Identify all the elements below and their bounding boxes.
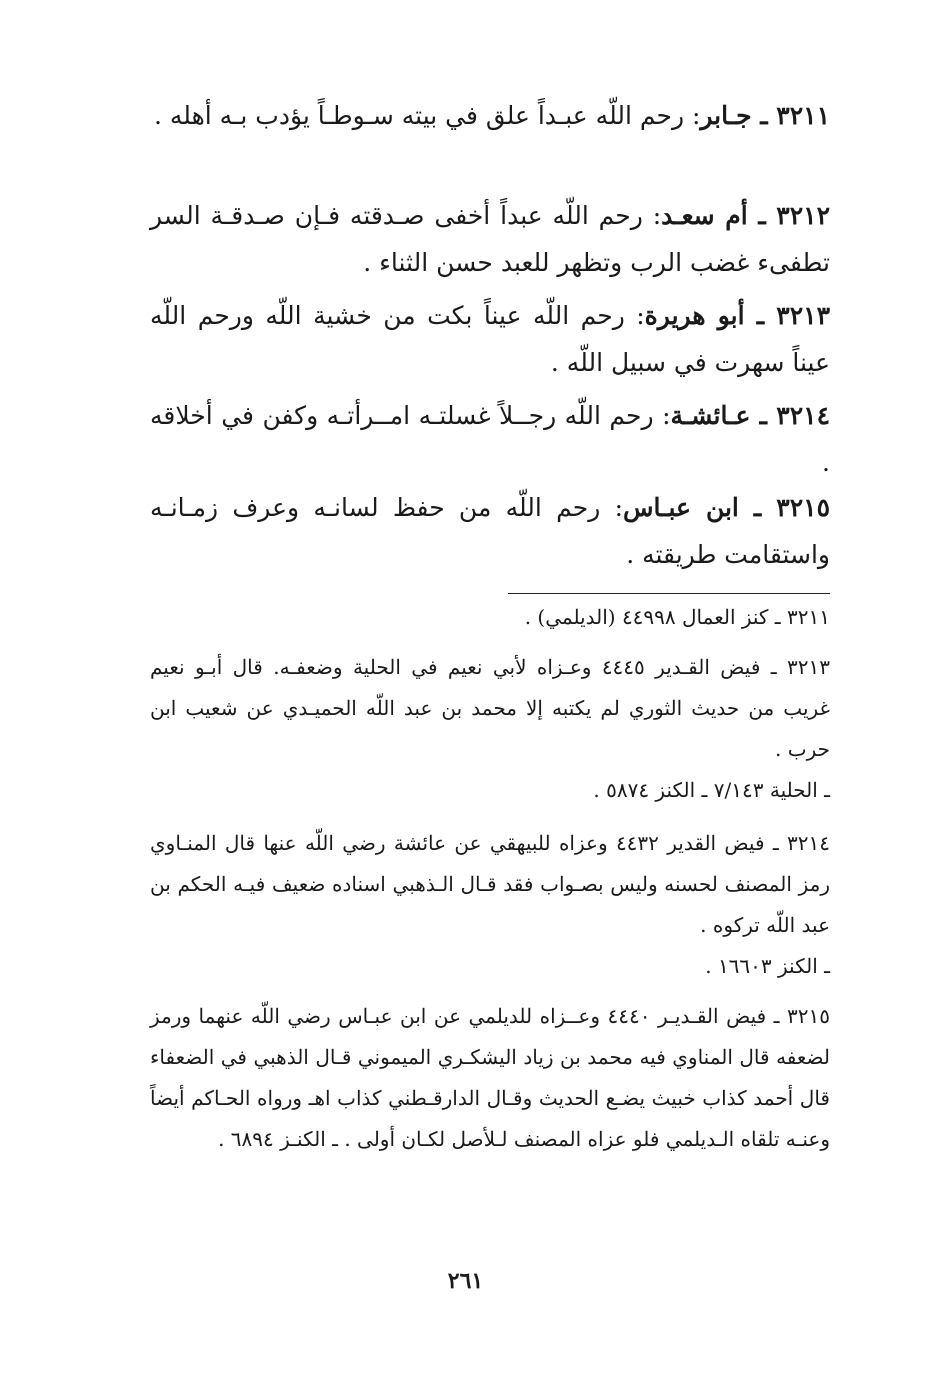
entry-number: ٣٢١٣ <box>776 301 830 330</box>
entry-text: : رحم اللّه عبـداً علق في بيته سـوطـاً يؤدب بـه أهله . <box>154 101 701 130</box>
footnote-reference: ـ الكنز ١٦٦٠٣ . <box>705 954 830 978</box>
footnote-3211 <box>150 597 830 638</box>
footnote-3214 <box>150 823 830 987</box>
entry-3215: ٣٢١٥ ـ ابن عبـاس: رحم اللّه من حفظ لسانـه وعرف زمـانـه واستقامت طريقته . <box>150 493 830 569</box>
footnote-text: ٣٢١٣ ـ فيض القـدير ٤٤٤٥ وعـزاه لأبي نعيم في الحلية وضعفـه. قال أبـو نعيم غريب من حديث الثوري لم يكتبه إلا محمد بن عبد اللّه الحميـدي عن شعيب ابن حرب . <box>150 655 830 761</box>
entry-text: : رحم اللّه من حفظ لسانـه وعرف زمـانـه واستقامت طريقته . <box>150 493 830 569</box>
narrator-name: أبو هريرة <box>644 301 745 330</box>
narrator-name: أم سعـد <box>661 201 748 230</box>
entry-3213: ٣٢١٣ ـ أبو هريرة: رحم اللّه عيناً بكت من خشية اللّه ورحم اللّه عيناً سهرت في سبيل اللّه . <box>150 301 830 377</box>
footnote-3213 <box>150 647 830 811</box>
narrator-name: ابن عبـاس <box>623 493 739 522</box>
narrator-name: عـائشـة <box>670 401 751 430</box>
footnote-divider <box>508 593 830 594</box>
entry-text: : رحم اللّه عبداً أخفى صـدقته فـإن صـدقـة السر تطفىء غضب الرب وتظهر للعبد حسن الثناء . <box>150 201 830 277</box>
entry-3211: ٣٢١١ ـ جـابر: رحم اللّه عبـداً علق في بيته سـوطـاً يؤدب بـه أهله . <box>154 101 830 130</box>
entry-number: ٣٢١٤ <box>776 401 830 430</box>
footnote-text: ٣٢١٤ ـ فيض القدير ٤٤٣٢ وعزاه للبيهقي عن عائشة رضي اللّه عنها قال المنـاوي رمز المصنف لحسنه وليس بصـواب فقد قـال الـذهبي اسناده ضعيف فيـه الحكم بن عبد اللّه تركوه . <box>150 831 830 937</box>
footnote-reference: ـ الحلية ٧/١٤٣ ـ الكنز ٥٨٧٤ . <box>593 778 830 802</box>
entry-3212: ٣٢١٢ ـ أم سعـد: رحم اللّه عبداً أخفى صـدقته فـإن صـدقـة السر تطفىء غضب الرب وتظهر للعبد حسن الثناء . <box>150 201 831 277</box>
entry-text: : رحم اللّه رجــلاً غسلتـه امــرأتـه وكفن في أخلاقه . <box>150 401 830 477</box>
entry-number: ٣٢١٢ <box>776 201 831 230</box>
entry-text: : رحم اللّه عيناً بكت من خشية اللّه ورحم اللّه عيناً سهرت في سبيل اللّه . <box>150 301 830 377</box>
page-number: ٢٦١ <box>447 1268 484 1294</box>
footnote-text: ٣٢١١ ـ كنز العمال ٤٤٩٩٨ (الديلمي) . <box>524 605 830 629</box>
entry-3214: ٣٢١٤ ـ عـائشـة: رحم اللّه رجــلاً غسلتـه امــرأتـه وكفن في أخلاقه . <box>150 401 830 477</box>
entry-number: ٣٢١٥ <box>776 493 830 522</box>
footnote-text: ٣٢١٥ ـ فيض القـديـر ٤٤٤٠ وعــزاه للديلمي عن ابن عبـاس رضي اللّه عنهما ورمز لضعفه قال المناوي فيه محمد بن زياد اليشكـري الميموني قـال الذهبي في الضعفاء قال أحمد كذاب خبيث يضـع الحديث وقـال الدارقـطني كذاب اهـ ورواه الحـاكم أيضاً وعنـه تلقاه الـديلمي فلو عزاه المصنف لـلأصل لكـان أولى . ـ الكنـز ٦٨٩٤ . <box>150 1004 830 1151</box>
footnote-3215 <box>150 996 830 1160</box>
entry-number: ٣٢١١ <box>776 101 830 130</box>
narrator-name: جـابر <box>700 101 752 130</box>
